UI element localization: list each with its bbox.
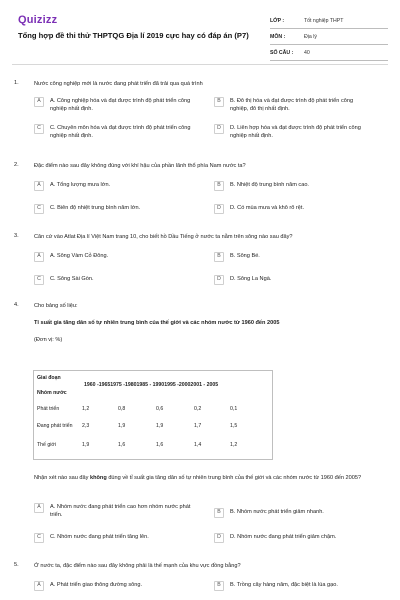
option-text: B. Sông Bé. <box>230 253 260 259</box>
table-cell: 1,4 <box>194 442 202 448</box>
table-cell: 2,3 <box>82 423 90 429</box>
option-d[interactable] <box>214 276 372 285</box>
option-a[interactable] <box>34 182 192 191</box>
option-text: A. Phát triển giao thông đường sông. <box>50 582 143 588</box>
option-letter-box[interactable]: D <box>214 533 224 543</box>
question-number: 2. <box>14 162 19 168</box>
option-a[interactable] <box>34 253 192 262</box>
option-letter-box[interactable]: B <box>214 97 224 107</box>
option-text: C. Chuyên môn hóa và đạt được trình độ phát triển công nghiệp nhất định. <box>50 125 191 139</box>
meta-row-class <box>270 13 388 29</box>
option-text: B. Trồng cây hàng năm, đặc biệt là lúa gạo. <box>230 582 338 588</box>
question-text: Cho bảng số liệu: <box>34 303 78 309</box>
option-text: B. Nhóm nước phát triển giảm nhanh. <box>230 509 324 515</box>
table-unit: (Đơn vị: %) <box>34 337 63 343</box>
option-letter-box[interactable]: C <box>34 533 44 543</box>
option-c[interactable] <box>34 125 192 140</box>
meta-value: 40 <box>304 49 310 56</box>
header-divider <box>12 64 388 65</box>
option-b[interactable] <box>214 182 372 191</box>
option-a[interactable] <box>34 98 192 113</box>
option-b[interactable] <box>214 253 372 262</box>
meta-table <box>270 13 388 61</box>
option-letter-box[interactable]: C <box>34 275 44 285</box>
option-text: A. Nhóm nước đang phát triển cao hơn nhóm nước phát triển. <box>50 504 191 518</box>
option-text: A. Tổng lượng mưa lớn. <box>50 182 111 188</box>
option-letter-box[interactable]: A <box>34 252 44 262</box>
option-letter-box[interactable]: D <box>214 275 224 285</box>
option-text: D. Sông La Ngà. <box>230 276 272 282</box>
option-letter-box[interactable]: A <box>34 503 44 513</box>
prompt-post: đúng về tỉ suất gia tăng dân số tự nhiên trung bình của thế giới và các nhóm nước từ 1960 đến 2005? <box>106 475 362 481</box>
option-letter-box[interactable]: C <box>34 204 44 214</box>
option-letter-box[interactable]: B <box>214 252 224 262</box>
option-letter-box[interactable]: D <box>214 124 224 134</box>
question-number: 3. <box>14 233 19 239</box>
table-row-label: Đang phát triển <box>37 423 73 429</box>
question-text: Đặc điểm nào sau đây không đúng với khí hậu của phần lãnh thổ phía Nam nước ta? <box>34 163 246 169</box>
table-cell: 0,8 <box>118 406 126 412</box>
table-row-label: Thế giới <box>37 442 56 448</box>
table-corner-top: Giai đoạn <box>37 375 61 381</box>
meta-row-count <box>270 45 388 61</box>
option-b[interactable] <box>214 98 372 113</box>
option-c[interactable] <box>34 205 192 214</box>
option-text: A. Công nghiệp hóa và đạt được trình độ phát triển công nghiệp nhất định. <box>50 98 191 112</box>
question-text: Căn cứ vào Atlat Địa lí Việt Nam trang 10, cho biết hồ Dầu Tiếng ở nước ta nằm trên sông nào sau đây? <box>34 234 293 240</box>
table-cell: 0,2 <box>194 406 202 412</box>
option-letter-box[interactable]: A <box>34 581 44 591</box>
prompt-pre: Nhận xét nào sau đây <box>34 475 90 481</box>
option-text: C. Biên độ nhiệt trung bình năm lớn. <box>50 205 141 211</box>
question-number: 4. <box>14 302 19 308</box>
table-cell: 1,9 <box>118 423 126 429</box>
option-d[interactable] <box>214 534 372 543</box>
table-header: 1960 -19651975 -19801985 - 19901995 -20002001 - 2005 <box>84 382 219 388</box>
option-text: C. Nhóm nước đang phát triển tăng lên. <box>50 534 149 540</box>
table-cell: 1,6 <box>156 442 164 448</box>
table-cell: 0,1 <box>230 406 238 412</box>
question-number: 1. <box>14 80 19 86</box>
option-text: D. Nhóm nước đang phát triển giảm chậm. <box>230 534 337 540</box>
option-text: B. Nhiệt độ trung bình năm cao. <box>230 182 309 188</box>
table-cell: 1,5 <box>230 423 238 429</box>
meta-key: SỐ CÂU : <box>270 49 294 56</box>
option-letter-box[interactable]: C <box>34 124 44 134</box>
table-cell: 0,6 <box>156 406 164 412</box>
option-d[interactable] <box>214 125 372 140</box>
option-text: C. Sông Sài Gòn. <box>50 276 94 282</box>
option-b[interactable] <box>214 582 372 591</box>
option-a[interactable] <box>34 582 192 591</box>
option-d[interactable] <box>214 205 372 214</box>
option-text: D. Có mùa mưa và khô rõ rệt. <box>230 205 305 211</box>
option-b[interactable] <box>214 509 372 518</box>
meta-key: MÔN : <box>270 33 286 40</box>
option-text: B. Đô thị hóa và đạt được trình độ phát triển công nghiệp, đô thị nhất định. <box>230 98 354 112</box>
table-cell: 1,9 <box>156 423 164 429</box>
question-text <box>34 474 374 482</box>
table-row-label: Phát triển <box>37 406 60 412</box>
option-a[interactable] <box>34 504 192 519</box>
table-cell: 1,2 <box>230 442 238 448</box>
question-number: 5. <box>14 562 19 568</box>
meta-value: Địa lý <box>304 33 317 40</box>
quizizz-logo: Quizizz <box>18 14 58 26</box>
meta-row-subject <box>270 29 388 45</box>
option-text: A. Sông Vàm Cỏ Đông. <box>50 253 109 259</box>
meta-key: LỚP : <box>270 17 285 24</box>
data-table <box>33 370 273 460</box>
prompt-bold: không <box>89 475 107 481</box>
table-cell: 1,7 <box>194 423 202 429</box>
table-cell: 1,9 <box>82 442 90 448</box>
table-cell: 1,6 <box>118 442 126 448</box>
option-c[interactable] <box>34 534 192 543</box>
option-letter-box[interactable]: D <box>214 204 224 214</box>
table-subtitle: Tỉ suất gia tăng dân số tự nhiên trung bình của thế giới và các nhóm nước từ 1960 đến 2005 <box>34 320 280 326</box>
table-cell: 1,2 <box>82 406 90 412</box>
option-letter-box[interactable]: B <box>214 181 224 191</box>
document-title: Tổng hợp đề thi thử THPTQG Địa lí 2019 cực hay có đáp án (P7) <box>18 31 249 40</box>
option-letter-box[interactable]: A <box>34 181 44 191</box>
option-letter-box[interactable]: B <box>214 581 224 591</box>
option-text: D. Liên hợp hóa và đạt được trình độ phát triển công nghiệp nhất định. <box>230 125 361 139</box>
table-corner-bottom: Nhóm nước <box>37 390 67 396</box>
option-letter-box[interactable]: B <box>214 508 224 518</box>
option-letter-box[interactable]: A <box>34 97 44 107</box>
meta-value: Tốt nghiệp THPT <box>304 17 344 24</box>
option-c[interactable] <box>34 276 192 285</box>
question-text: Ở nước ta, đặc điểm nào sau đây không phải là thế mạnh của khu vực đồng bằng? <box>34 563 241 569</box>
question-text: Nước công nghiệp mới là nước đang phát triển đã trải qua quá trình <box>34 81 203 87</box>
